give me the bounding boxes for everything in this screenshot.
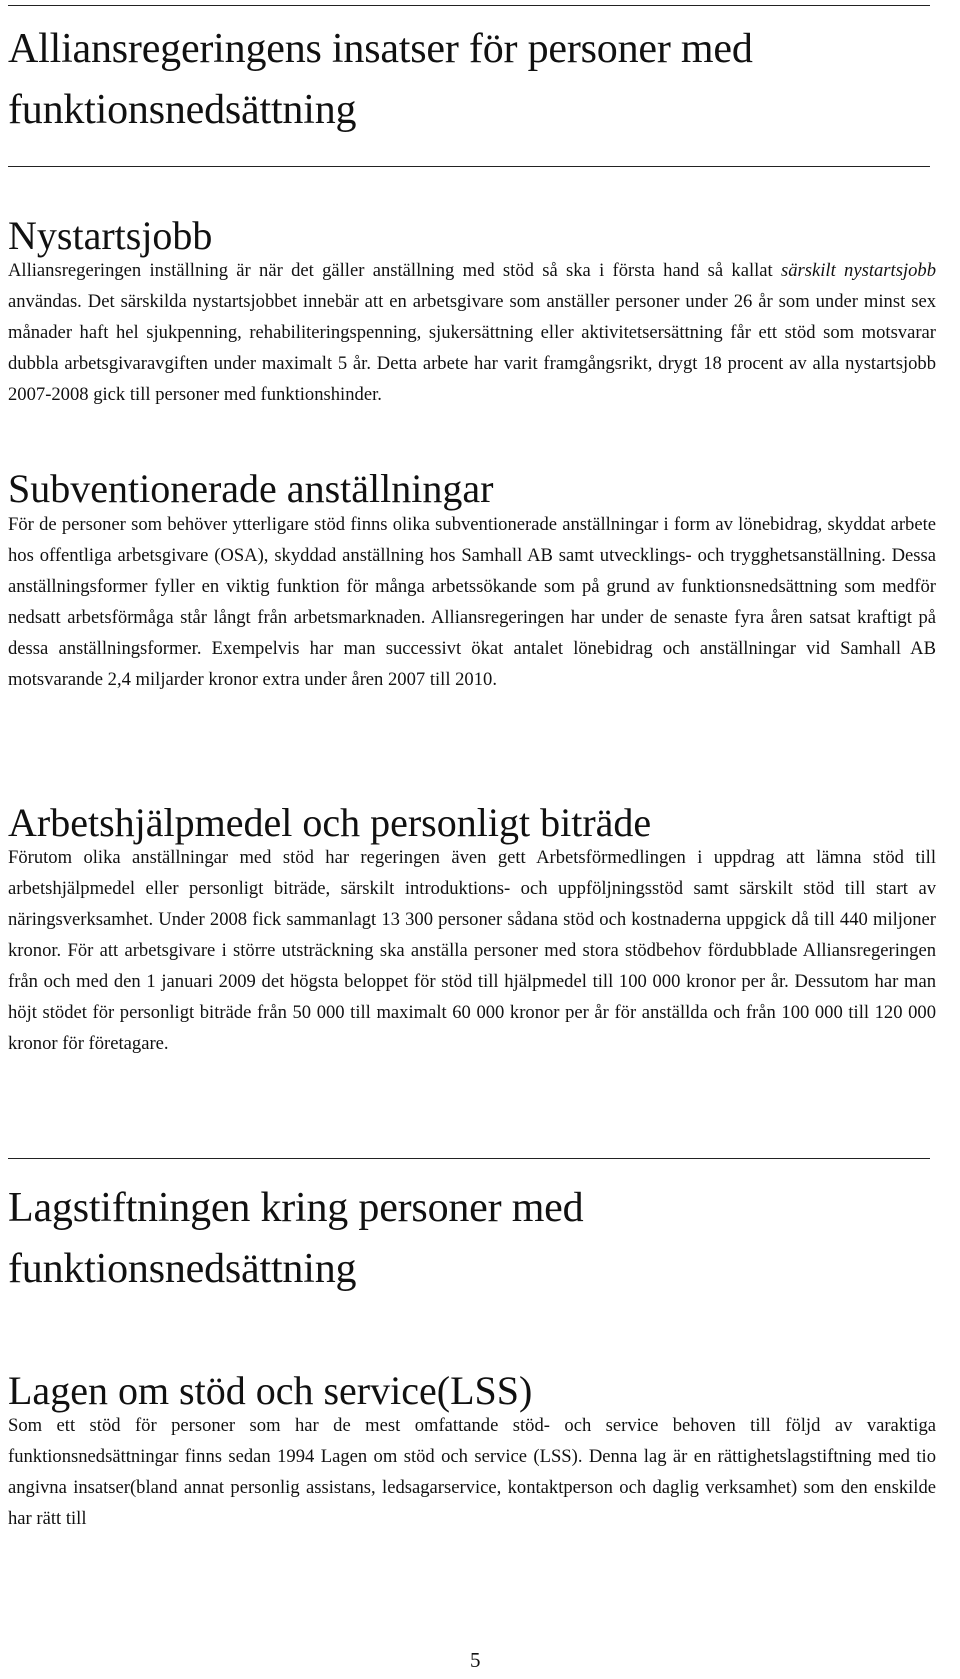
section-heading-subventionerade: Subventionerade anställningar: [8, 466, 494, 511]
section-body-subventionerade: För de personer som behöver ytterligare stöd finns olika subventionerade anställningar i form av lönebidrag, skyddat arbete hos offentliga arbetsgivare (OSA), skyddad anställning hos Samhall AB samt utvecklings- och trygghetsanställning. Dessa anställningsformer fyller en viktig funktion för många arbetssökande som på grund av funktionsnedsättning som medför nedsatt arbetsförmåga står långt från arbetsmarknaden. Alliansregeringen har under de senaste fyra åren satsat kraftigt på dessa anställningsformer. Exempelvis har man successivt ökat antalet lönebidrag och anställningar vid Samhall AB motsvarande 2,4 miljarder kronor extra under åren 2007 till 2010.: [8, 514, 936, 690]
nystartsjobb-intro-text: Alliansregeringen inställning är när det gäller anställning med stöd så ska i första hand så kallat: [8, 260, 781, 281]
page-number: 5: [470, 1648, 481, 1672]
section-body-lss: Som ett stöd för personer som har de mest omfattande stöd- och service behoven till följd av varaktiga funktionsnedsättningar finns sedan 1994 Lagen om stöd och service (LSS). Denna lag är en rättighetslagstiftning med tio angivna insatser(bland annat personlig assistans, ledsagarservice, kontaktperson och daglig verksamhet) som den enskilde har rätt till: [8, 1415, 936, 1529]
section-heading-arbetshjalpmedel: Arbetshjälpmedel och personligt biträde: [8, 800, 652, 845]
nystartsjobb-body-text: användas. Det särskilda nystartsjobbet innebär att en arbetsgivare som anställer personer under 26 år som under minst sex månader haft hel sjukpenning, rehabiliteringspenning, sjukersättning eller aktivitetsersättning får ett stöd som motsvarar dubbla arbetsgivaravgiften under maximalt 5 år. Detta arbete har varit framgångsrikt, drygt 18 procent av alla nystartsjobb 2007-2008 gick till personer med funktionshinder.: [8, 291, 936, 405]
title-rule: [8, 166, 930, 167]
page-title: Alliansregeringens insatser för personer med funktionsnedsättning: [8, 26, 753, 133]
section-body-nystartsjobb: [8, 255, 936, 410]
section-body-arbetshjalpmedel: Förutom olika anställningar med stöd har regeringen även gett Arbetsförmedlingen i uppdrag att lämna stöd till arbetshjälpmedel eller personligt biträde, särskilt introduktions- och uppföljningsstöd samt särskilt stöd till start av näringsverksamhet. Under 2008 fick sammanlagt 13 300 personer sådana stöd och kostnaderna uppgick då till 440 miljoner kronor. För att arbetsgivare i större utsträckning ska anställa personer med stora stödbehov fördubblade Alliansregeringen från och med den 1 januari 2009 det högsta beloppet för stöd till hjälpmedel till 100 000 kronor per år. Dessutom har man höjt stödet för personligt biträde från 50 000 till maximalt 60 000 kronor per år för anställda och från 100 000 till 120 000 kronor för företagare.: [8, 847, 936, 1054]
nystartsjobb-emphasis: särskilt nystartsjobb: [781, 260, 936, 281]
section-heading-lss: Lagen om stöd och service(LSS): [8, 1368, 533, 1413]
part2-rule: [8, 1158, 930, 1159]
section-heading-nystartsjobb: Nystartsjobb: [8, 213, 213, 258]
top-rule: [8, 5, 930, 6]
part2-title: Lagstiftningen kring personer med funktionsnedsättning: [8, 1185, 584, 1292]
